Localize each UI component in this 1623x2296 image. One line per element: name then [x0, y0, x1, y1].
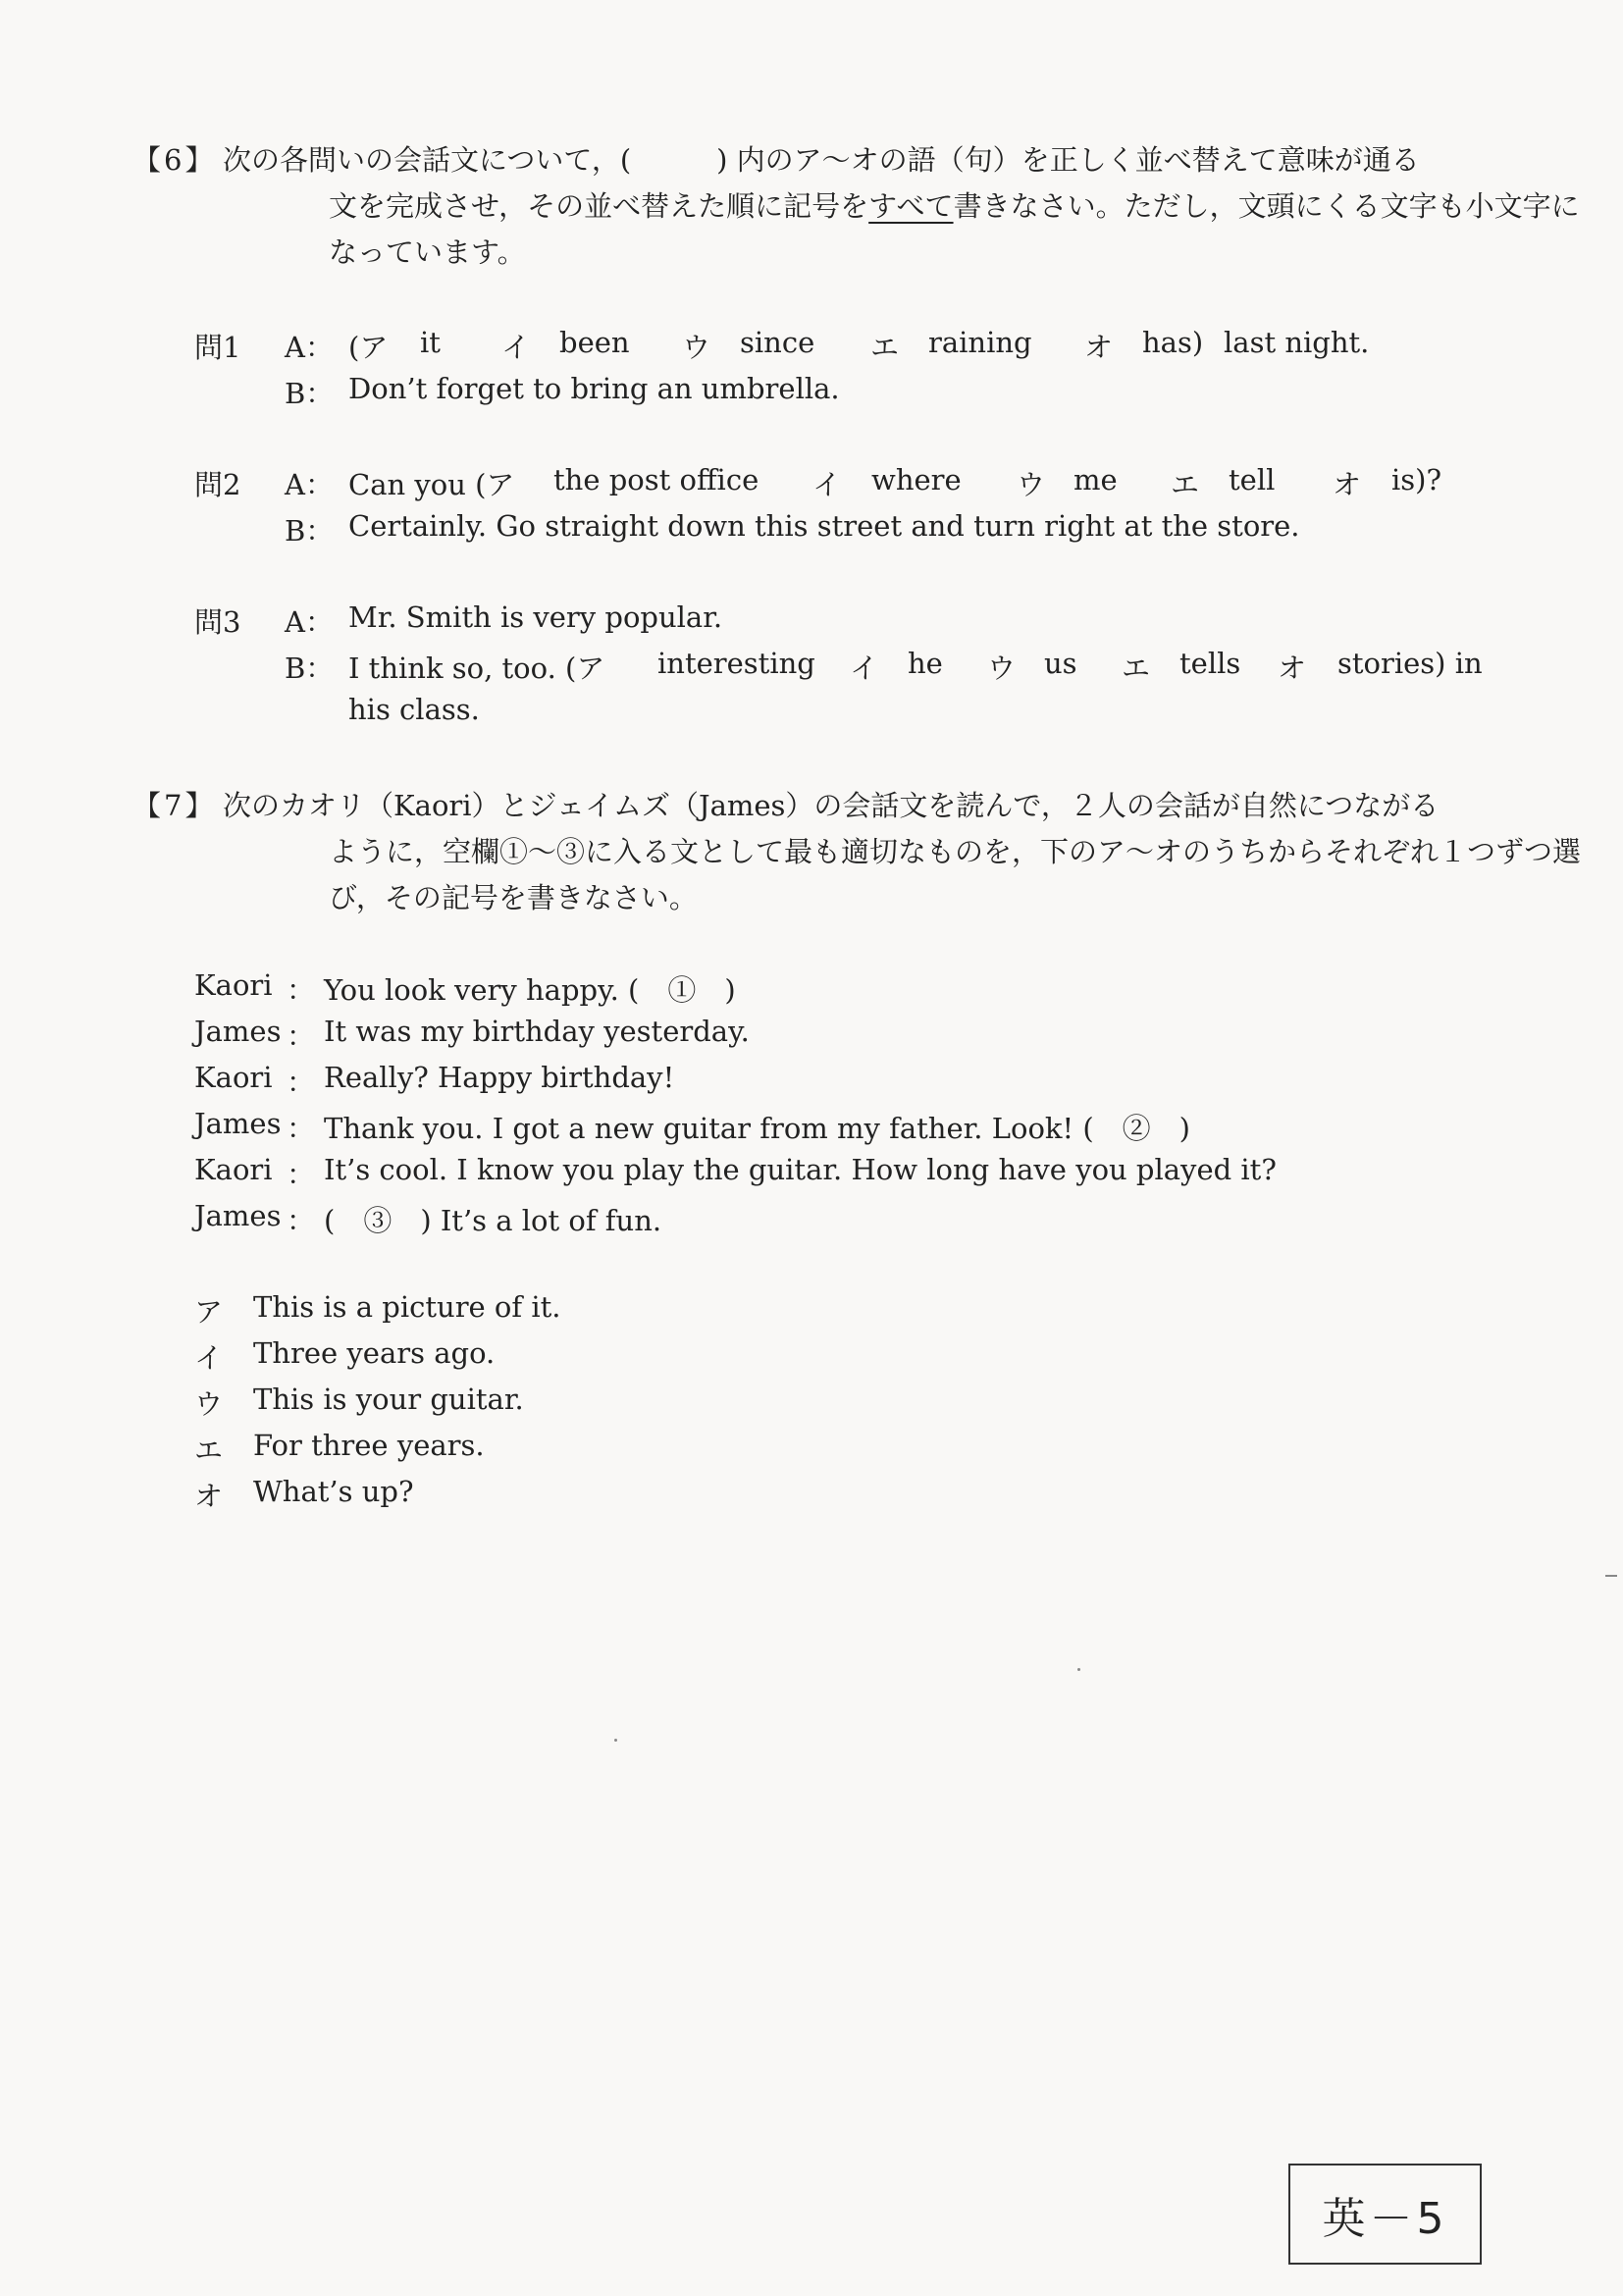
option-word: stories) in [1337, 647, 1483, 680]
option-mark: イ [812, 468, 842, 501]
dialogue-line [194, 1199, 1470, 1245]
option-word: tell [1229, 463, 1276, 496]
option-mark: エ [870, 331, 900, 364]
sentence-prefix: (ア [348, 331, 389, 364]
dialogue-line [194, 1015, 1470, 1061]
choice-item [194, 1290, 783, 1336]
choice-label: イ [194, 1341, 224, 1375]
dialogue-text: ( ③ ) It’s a lot of fun. [324, 1204, 662, 1237]
sentence-prefix: I think so, too. (ア [348, 652, 605, 685]
q6-instruction-line-1: 次の各問いの会話文について，( ) 内のア～オの語（句）を正しく並べ替えて意味が通る [223, 143, 1420, 177]
choice-text: Three years ago. [253, 1336, 496, 1370]
sentence-continuation: his class. [348, 693, 480, 726]
speaker: B： [285, 652, 335, 685]
speaker-name: Kaori [194, 1061, 273, 1094]
dialogue-text: Really? Happy birthday! [324, 1061, 675, 1094]
choice-item [194, 1383, 783, 1429]
q7-instruction-line-2: ように，空欄①～③に入る文として最も適切なものを，下のア～オのうちからそれぞれ１つずつ選 [329, 835, 1582, 868]
speaker-colon: ： [287, 1066, 316, 1099]
dialogue-text: You look very happy. ( ① ) [324, 973, 736, 1007]
speaker-colon: ： [287, 1019, 316, 1053]
q7-instruction-line-1: 次のカオリ（Kaori）とジェイムズ（James）の会話文を読んで，２人の会話が自然につながる [223, 789, 1440, 822]
scan-speck [1077, 1668, 1080, 1671]
q6-underlined-word: すべて [868, 189, 954, 223]
choice-text: For three years. [253, 1429, 485, 1462]
option-mark: イ [850, 652, 879, 685]
option-mark: ウ [682, 331, 711, 364]
option-mark: オ [1333, 468, 1362, 501]
dialogue-text: It was my birthday yesterday. [324, 1015, 750, 1048]
speaker-name: Kaori [194, 968, 273, 1002]
q7-instruction-line-3: び，その記号を書きなさい。 [329, 881, 698, 914]
speaker-name: James [194, 1107, 282, 1140]
option-word: has) [1142, 326, 1204, 359]
question-label: 問2 [194, 468, 241, 501]
sentence-suffix: last night. [1224, 326, 1370, 359]
speaker-name: James [194, 1199, 282, 1232]
q6-3-line-b [194, 647, 1499, 693]
option-mark: エ [1122, 652, 1151, 685]
q6-2-line-b [194, 509, 1499, 555]
speaker-colon: ： [287, 1204, 316, 1237]
choice-text: What’s up? [253, 1475, 414, 1508]
dialogue-text: Thank you. I got a new guitar from my father. Look! ( ② ) [324, 1112, 1190, 1145]
choice-label: エ [194, 1434, 224, 1467]
speaker: A： [285, 468, 334, 501]
speaker-colon: ： [287, 973, 316, 1007]
sentence: Mr. Smith is very popular. [348, 600, 723, 634]
dialogue-line [194, 1153, 1470, 1199]
option-word: is)? [1391, 463, 1442, 496]
scan-speck [614, 1739, 617, 1742]
choice-text: This is a picture of it. [253, 1290, 561, 1324]
q6-instruction-line-3: なっています。 [329, 235, 526, 269]
speaker: B： [285, 377, 335, 410]
q6-2-line-a [194, 463, 1499, 509]
sentence-prefix: Can you (ア [348, 468, 515, 501]
option-mark: オ [1278, 652, 1307, 685]
q6-3-line-b-cont [194, 693, 1499, 739]
q6-number: 【6】 [132, 143, 217, 177]
option-word: us [1044, 647, 1077, 680]
dialogue-line [194, 1107, 1470, 1153]
option-mark: イ [501, 331, 531, 364]
speaker-colon: ： [287, 1112, 316, 1145]
choice-item [194, 1475, 783, 1521]
dialogue-text: It’s cool. I know you play the guitar. How long have you played it? [324, 1153, 1277, 1186]
option-word: been [559, 326, 630, 359]
option-word: he [908, 647, 943, 680]
dialogue-line [194, 968, 1470, 1015]
q6-3-line-a [194, 600, 1499, 647]
sentence: Don’t forget to bring an umbrella. [348, 372, 840, 405]
sentence: Certainly. Go straight down this street and turn right at the store. [348, 509, 1300, 543]
option-word: it [420, 326, 441, 359]
speaker: A： [285, 605, 334, 639]
page-number-box: 英－5 [1288, 2164, 1482, 2265]
scan-speck [1605, 1575, 1617, 1577]
option-mark: オ [1084, 331, 1114, 364]
option-word: raining [928, 326, 1032, 359]
option-word: where [871, 463, 962, 496]
option-word: since [740, 326, 815, 359]
option-mark: エ [1171, 468, 1200, 501]
option-mark: ウ [987, 652, 1017, 685]
dialogue-line [194, 1061, 1470, 1107]
question-label: 問1 [194, 331, 241, 364]
q7-number: 【7】 [132, 789, 217, 822]
q6-instruction-line-2: 文を完成させ，その並べ替えた順に記号をすべて書きなさい。ただし，文頭にくる文字も小文字に [329, 189, 1580, 223]
choice-item [194, 1336, 783, 1383]
option-word: the post office [553, 463, 759, 496]
q6-1-line-b [194, 372, 1499, 418]
option-mark: ウ [1017, 468, 1046, 501]
speaker-name: James [194, 1015, 282, 1048]
speaker: B： [285, 514, 335, 548]
choice-label: ア [194, 1295, 224, 1329]
choice-text: This is your guitar. [253, 1383, 524, 1416]
choice-label: オ [194, 1480, 224, 1513]
q6-1-line-a [194, 326, 1499, 372]
option-word: interesting [657, 647, 815, 680]
choice-label: ウ [194, 1387, 224, 1421]
speaker-colon: ： [287, 1158, 316, 1191]
question-label: 問3 [194, 605, 241, 639]
speaker: A： [285, 331, 334, 364]
speaker-name: Kaori [194, 1153, 273, 1186]
choice-item [194, 1429, 783, 1475]
option-word: me [1073, 463, 1118, 496]
option-word: tells [1179, 647, 1241, 680]
